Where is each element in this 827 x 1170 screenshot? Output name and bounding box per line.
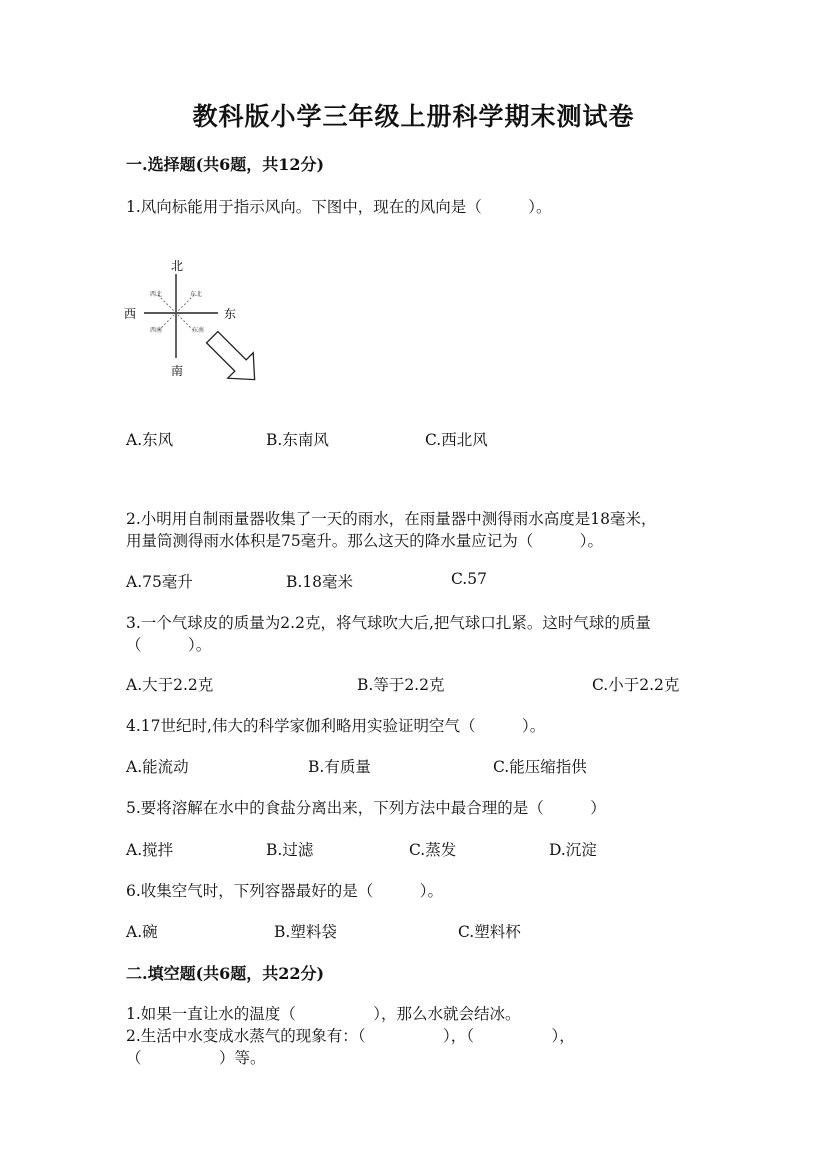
compass-east-label: 东 — [224, 307, 237, 321]
q5-option-c: C.蒸发 — [409, 841, 457, 859]
q4-option-a: A.能流动 — [126, 758, 189, 776]
q6-option-c: C.塑料杯 — [458, 923, 521, 941]
q4-option-c: C.能压缩指供 — [493, 758, 587, 776]
compass-west-label: 西 — [124, 307, 137, 321]
page-title: 教科版小学三年级上册科学期末测试卷 — [192, 102, 635, 131]
question-6: 6.收集空气时，下列容器最好的是（ ）。 — [126, 882, 444, 900]
section-heading-fill: 二.填空题(共6题，共22分) — [126, 964, 325, 983]
fill-question-2-line1: 2.生活中水变成水蒸气的现象有：（ ），（ ）， — [126, 1027, 575, 1045]
question-5: 5.要将溶解在水中的食盐分离出来，下列方法中最合理的是（ ） — [126, 799, 606, 817]
q5-option-a: A.搅拌 — [126, 841, 174, 859]
compass-se-label: 东南 — [192, 327, 205, 334]
fill-question-1: 1.如果一直让水的温度（ ），那么水就会结冰。 — [126, 1005, 521, 1023]
question-2-line1: 2.小明用自制雨量器收集了一天的雨水，在雨量器中测得雨水高度是18毫米， — [126, 510, 657, 528]
question-3-line2: （ ）。 — [126, 636, 212, 654]
q3-option-a: A.大于2.2克 — [126, 676, 214, 694]
q1-option-a: A.东风 — [126, 431, 174, 449]
q1-option-b: B.东南风 — [266, 431, 329, 449]
q5-option-b: B.过滤 — [266, 841, 314, 859]
question-3-line1: 3.一个气球皮的质量为2.2克，将气球吹大后,把气球口扎紧。这时气球的质量 — [126, 614, 651, 632]
fill-question-2-line2: （ ）等。 — [126, 1049, 266, 1067]
q6-option-a: A.碗 — [126, 923, 158, 941]
compass-nw-label: 西北 — [150, 291, 163, 298]
q3-option-b: B.等于2.2克 — [357, 676, 445, 694]
compass-wind-figure — [118, 252, 278, 392]
question-2-line2: 用量筒测得雨水体积是75毫升。那么这天的降水量应记为（ ）。 — [126, 532, 603, 550]
q5-option-d: D.沉淀 — [549, 841, 597, 859]
q2-option-b: B.18毫米 — [286, 573, 354, 591]
q4-option-b: B.有质量 — [308, 758, 371, 776]
compass-north-label: 北 — [171, 259, 184, 273]
compass-south-label: 南 — [171, 364, 184, 378]
q1-option-c: C.西北风 — [425, 431, 488, 449]
wind-arrow-icon — [199, 324, 267, 392]
section-heading-choice: 一.选择题(共6题，共12分) — [126, 155, 325, 174]
q6-option-b: B.塑料袋 — [274, 923, 337, 941]
question-4: 4.17世纪时,伟大的科学家伽利略用实验证明空气（ ）。 — [126, 717, 546, 735]
compass-ne-label: 东北 — [190, 291, 203, 298]
question-1: 1.风向标能用于指示风向。下图中，现在的风向是（ ）。 — [126, 198, 552, 216]
q2-option-c: C.57 — [451, 570, 487, 588]
q3-option-c: C.小于2.2克 — [592, 676, 680, 694]
q2-option-a: A.75毫升 — [126, 573, 193, 591]
compass-sw-label: 西南 — [150, 327, 163, 334]
